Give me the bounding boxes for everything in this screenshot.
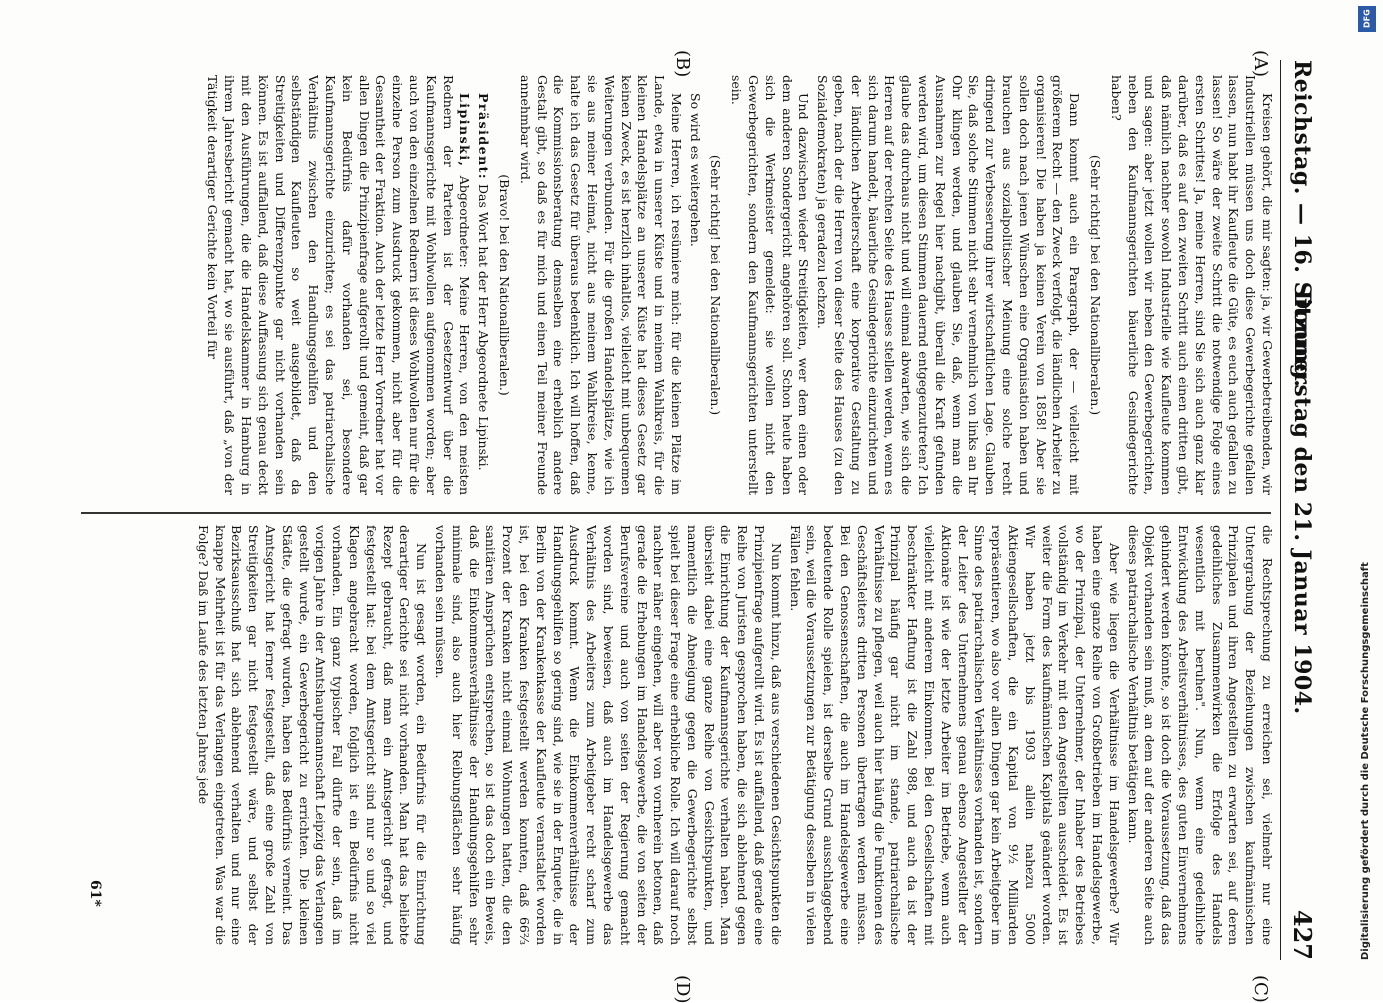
speech-text: Das Wort hat der Herr Abgeordnete Lipinski. <box>476 184 492 471</box>
body-paragraph: Nun ist gesagt worden, ein Bedürfnis für die Einrichtung derartiger Gerichte sei nicht vorhanden. Man hat das beliebte Rezept gebraucht, daß man ein Amtsgericht gefragt, und festgestellt hat: bei dem Amtsgericht sind nur so und so viel Klagen angebracht worden, folglich ist ein Bedürfnis nicht vorhanden. Ein ganz typischer Fall dürfte der sein, daß im vorigen Jahre in der Amtshauptmannschaft Leipzig das Verlangen gestellt wurde, ein Gewerbegericht zu errichten. Die kleinen Städte, die gefragt wurden, haben das Bedürfnis verneint. Das Amtsgericht hat ferner festgestellt, daß eine große Zahl von Streitigkeiten gar nicht festgestellt wäre, und selbst der Bezirksausschuß hat sich ablehnend verhalten und nur eine knappe Mehrheit ist für das Verlangen eingetreten. Was war die Folge? Daß im Laufe des letzten Jahres jede <box>195 525 430 945</box>
interjection: (Sehr richtig! bei den Nationalliberalen.) <box>1088 154 1104 416</box>
page-header <box>1280 60 1325 960</box>
body-paragraph: Und dazwischen wieder Streitigkeiten, wer dem einen oder dem anderen Sondergericht angehören soll. Schon heute haben sich die Werkmeister gemeldet: sie wollen nicht den Gewerbegerichten, sondern den Kaufmannsgerichten unterstellt sein. <box>729 75 812 495</box>
header-date: Donnerstag den 21. Januar 1904. <box>1289 290 1315 715</box>
speaker-name: Präsident: <box>476 93 492 181</box>
left-column <box>75 75 1275 495</box>
speaker-paragraph <box>204 75 473 495</box>
margin-mark-b: (B) <box>672 50 693 78</box>
margin-mark-d: (D) <box>672 975 693 1003</box>
margin-mark-c: (C) <box>1250 975 1271 1003</box>
body-paragraph: Dann kommt auch ein Paragraph, der — vielleicht mit größerem Recht — den Zweck verfolgt, die ländlichen Arbeiter zu organisieren! Die haben ja keinen Verein von 1858! Aber sie sollen doch nach jenen Wünschen eine Organisation haben und brauchen aus sozialpolitischer Meinung eine solche recht dringend zur Verbesserung ihrer wirtschaftlichen Lage. Glauben Sie, daß solche Stimmen nicht sehr vernehmlich von links an Ihr Ohr klingen werden, und glauben Sie, daß, wenn man die Ausnahmen zur Regel hier nachgibt, überall die Kraft gefunden werden wird, um diesen Stimmen dauernd entgegenzutreten? Ich glaube das durchaus nicht und will einmal abwarten, wie sich die Herren auf der rechten Seite des Hauses stellen werden, wenn es sich darum handelt, bäuerliche Gesindegerichte einzurichten und der ländlichen Arbeiterschaft eine korporative Gestaltung zu geben, nach der die Herren von dieser Seite des Hauses (zu den Sozialdemokraten) ja geradezu lechzen. <box>815 75 1083 495</box>
speech-text: Abgeordneter: Meine Herren, von den meisten Rednern der Parteien ist der Gesetzentwurf über die Kaufmannsgerichte mit Wohlwollen aufgenommen worden; aber auch von den einzelnen Rednern ist dieses Wohlwollen nur für die einzelne Person zum Ausdruck gekommen, nicht aber für die Gesamtheit der Fraktion. Auch der letzte Herr Vorredner hat vor allen Dingen die Prinzipienfrage aufgerollt und gemeint, daß gar kein Bedürfnis dafür vorhanden sei, besondere Kaufmannsgerichte einzurichten; es sei das patriarchalische Verhältnis zwischen den Handlungsgehilfen und den selbständigen Kaufleuten so weit ausgebildet, daß da Streitigkeiten und Differenzpunkte gar nicht vorhanden sein können. Es ist auffallend, daß diese Auffassung sich genau deckt mit den Ausführungen, die die Handelskammer in Hamburg in ihrem Jahresbericht gemacht hat, wo sie ausführt, daß „von der Tätigkeit derartiger Gerichte kein Vorteil für <box>205 75 473 495</box>
body-paragraph: So wird es weitergehen. <box>687 93 703 247</box>
margin-mark-a: (A) <box>1250 50 1271 78</box>
header-session: Reichstag. — 16. Sitzung. <box>1289 60 1315 388</box>
column-divider <box>81 512 1271 514</box>
speaker-paragraph <box>474 75 491 495</box>
page-number: 427 <box>1288 909 1317 960</box>
body-paragraph: Aber wie liegen die Verhältnisse im Handelsgewerbe? Wir haben eine ganze Reihe von Großbetrieben im Handelsgewerbe, wo der Prinzipal, der Unternehmer, der Inhaber des Betriebes vollständig im Verkehr mit den Angestellten ausscheidet. Es ist weiter die Form des kaufmännischen Kapitals geändert worden. Wir haben jetzt bis 1903 allein nahezu 5000 Aktiengesellschaften, die ein Kapital von 9½ Milliarden repräsentieren, wo also vor allen Dingen gar kein Arbeitgeber im Sinne des patriarchalischen Verhältnisses vorhanden ist, sondern der Leiter des Unternehmens genau ebenso Angestellter der Aktionäre ist wie der letzte Arbeiter im Betriebe, wenn auch vielleicht mit anderem Einkommen. Bei den Gesellschaften mit beschränkter Haftung ist die Zahl 988, und auch da ist der Prinzipal häufig gar nicht im stande, patriarchalische Verhältnisse zu pflegen, weil auch hier häufig die Funktionen des Geschäftsleiters dritten Personen übertragen werden müssen. Bei den Genossenschaften, die auch im Handelsgewerbe eine bedeutende Rolle spielen, ist derselbe Grund ausschlaggebend sein, weil die Voraussetzungen zur Betätigung desselben in vielen Fällen fehlen. <box>787 525 1122 945</box>
interjection: (Sehr richtig! bei den Nationalliberalen.) <box>708 154 724 416</box>
digitization-credit <box>1358 9 1376 960</box>
body-paragraph: Kreisen gehört, die mir sagten: ja, wir Gewerbetreibenden, wir Industriellen müssen uns doch diese Gewerbegerichte gefallen lassen, nun habt ihr Kaufleute die Güte, es euch auch gefallen zu lassen! So wäre der zweite Schritt die notwendige Folge eines ersten Schrittes! Ja, meine Herren, sind Sie sich auch ganz klar darüber, daß es auf den zweiten Schritt auch einen dritten gibt, daß nämlich nachher sowohl Industrielle wie Kaufleute kommen und sagen: aber jetzt wollen wir neben den Gewerbegerichten, neben den Kaufmannsgerichten bäuerliche Gesindegerichte haben? <box>1108 75 1275 495</box>
credit-text: Digitalisierung gefördert durch die Deutsche Forschungsgemeinschaft <box>1360 562 1371 960</box>
body-paragraph: Nun kommt hinzu, daß aus verschiedenen Gesichtspunkten die Prinzipienfrage aufgerollt wird. Es ist auffallend, daß gerade eine Reihe von Juristen gesprochen haben, die sich ablehnend gegen die Einrichtung der Kaufmannsgerichte verhalten haben. Man übersieht dabei eine ganze Reihe von Gesichtspunkten, und namentlich die Abneigung gegen die Gewerbegerichte selbst spielt bei dieser Frage eine erhebliche Rolle. Ich will darauf noch nachher näher eingehen, will aber von vornherein betonen, daß gerade die Erhebungen im Handelsgewerbe, die von seiten der Berufsvereine und auch von seiten der Regierung gemacht worden sind, beweisen, daß auch im Handelsgewerbe das Verhältnis des Arbeiters zum Arbeitgeber recht scharf zum Ausdruck kommt. Wenn die Einkommenverhältnisse der Handlungsgehilfen so gering sind, wie sie in der Enquete, die in Berlin von der Krankenkasse der Kaufleute veranstaltet worden ist, bei den Kranken festgestellt werden konnten, daß 66⅔ Prozent der Kranken nicht einmal Wohnungen hatten, die den sanitären Ansprüchen entsprechen, so ist das doch ein Beweis, daß die Einkommensverhältnisse der Handlungsgehilfen sehr minimale sind, also auch hier Reibungsflächen sehr häufig vorhanden sein müssen. <box>432 525 784 945</box>
right-column <box>75 525 1275 945</box>
body-paragraph: die Rechtsprechung zu erreichen sei, vielmehr nur eine Untergrabung der Beziehungen zwischen kaufmännischen Prinzipalen und ihren Angestellten zu erwarten sei, auf deren gedeihliches Zusammenwirken die Erfolge des Handels wesentlich mit beruhen". Nun, wenn eine gedeihliche Entwicklung des Arbeitsverhältnisses, des guten Einvernehmens gehindert werden könnte, so ist doch die Voraussetzung, daß das Objekt vorhanden sein muß, an dem auf der anderen Seite auch dieses patriarchalische Verhältnis betätigen kann. <box>1125 525 1275 945</box>
signature-mark: 61* <box>87 880 103 907</box>
speaker-name: Lipinski, <box>457 93 473 168</box>
interjection: (Bravo! bei den Nationalliberalen.) <box>496 174 512 396</box>
dfg-logo-icon: DFG <box>1358 6 1376 32</box>
body-paragraph: Meine Herren, ich resümiere mich: für die kleinen Plätze im Lande, etwa in unserer Küste und in meinem Wahlkreis, für die kleinen Handelsplätze an unserer Küste hat dieses Gesetz gar keinen Zweck, es ist herzlich inhaltlos, vielleicht mit unbequemen Weiterungen verbunden. Für die großen Handelsplätze, wie ich sie aus meiner Heimat, nicht aus meinem Wahlkreise, kenne, halte ich das Gesetz für überaus bedenklich. Ich will hoffen, daß die Kommissionsberatung demselben eine erheblich andere Gestalt gibt, so daß es für mich und einen Teil meiner Freunde annehmbar wird. <box>517 75 684 495</box>
